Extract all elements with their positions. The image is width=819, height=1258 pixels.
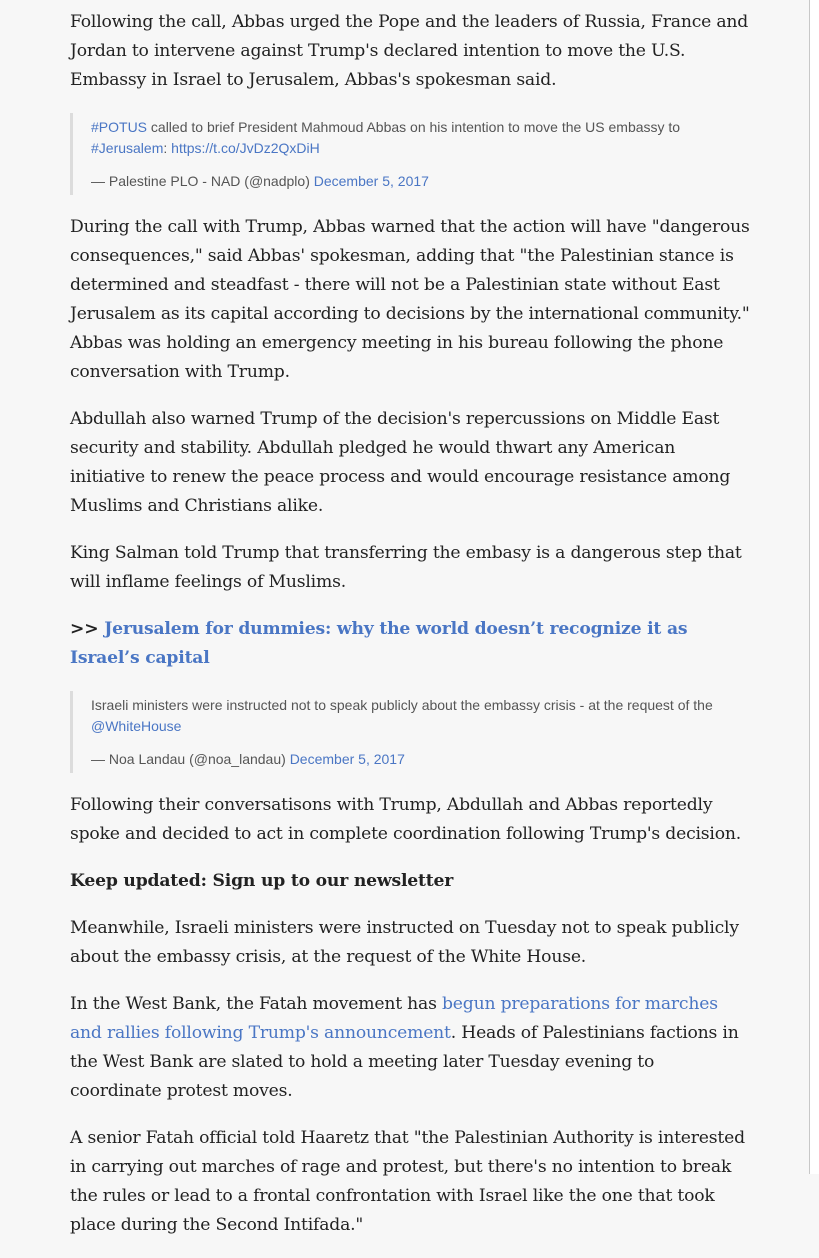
inline-article-link[interactable]: begun preparations for marches and rallies following Trump's announcement [70, 994, 718, 1043]
paragraph-text: In the West Bank, the Fatah movement has [70, 994, 442, 1014]
paragraph: Following their conversatisons with Trump, Abdullah and Abbas reportedly spoke and decided to act in complete coordination following Trump's decision. [70, 795, 742, 844]
mention-link[interactable]: @WhiteHouse [91, 718, 182, 734]
tweet-text [91, 695, 750, 737]
related-prefix: >> [70, 619, 105, 639]
embedded-tweet [70, 691, 750, 773]
tweet-text-segment: called to brief President Mahmoud Abbas on his intention to move the US embassy to [147, 119, 681, 135]
scrollbar-track[interactable] [810, 0, 819, 1174]
tweet-author: — Noa Landau (@noa_landau) [91, 751, 290, 767]
tweet-attribution [91, 749, 750, 769]
tweet-attribution [91, 171, 750, 191]
paragraph [70, 990, 750, 1106]
tweet-url-link[interactable]: https://t.co/JvDz2QxDiH [171, 140, 320, 156]
tweet-text-segment: Israeli ministers were instructed not to speak publicly about the embassy crisis - at the request of the [91, 697, 713, 713]
paragraph-text: . Heads of Palestinians factions in the West Bank are slated to hold a meeting later Tuesday evening to coordinate protest moves. [70, 1023, 739, 1101]
article-body [70, 8, 750, 1258]
paragraph: Following the call, Abbas urged the Pope and the leaders of Russia, France and Jordan to intervene against Trump's declared intention to move the U.S. Embassy in Israel to Jerusalem, Abbas's spokesman said. [70, 12, 749, 90]
hashtag-link[interactable]: #POTUS [91, 119, 148, 135]
newsletter-heading[interactable]: Keep updated: Sign up to our newsletter [70, 871, 454, 891]
tweet-text [91, 117, 750, 159]
paragraph: A senior Fatah official told Haaretz that "the Palestinian Authority is interested in carrying out marches of rage and protest, but there's no intention to break the rules or lead to a frontal confrontation with Israel like the one that took place during the Second Intifada." [70, 1128, 745, 1235]
hashtag-link[interactable]: #Jerusalem [91, 140, 164, 156]
related-article-link[interactable]: Jerusalem for dummies: why the world doesn’t recognize it as Israel’s capital [70, 619, 688, 668]
tweet-date-link[interactable]: December 5, 2017 [313, 173, 429, 189]
embedded-tweet [70, 113, 750, 195]
tweet-text-segment: : [163, 140, 172, 156]
paragraph: Meanwhile, Israeli ministers were instructed on Tuesday not to speak publicly about the embassy crisis, at the request of the White House. [70, 918, 739, 967]
tweet-date-link[interactable]: December 5, 2017 [289, 751, 405, 767]
paragraph: Abdullah also warned Trump of the decision's repercussions on Middle East security and stability. Abdullah pledged he would thwart any American initiative to renew the peace process and would encourage resistance among Muslims and Christians alike. [70, 409, 731, 516]
related-article [70, 615, 750, 673]
paragraph: King Salman told Trump that transferring the embasy is a dangerous step that will inflame feelings of Muslims. [70, 543, 742, 592]
tweet-author: — Palestine PLO - NAD (@nadplo) [91, 173, 314, 189]
paragraph: During the call with Trump, Abbas warned that the action will have "dangerous consequences," said Abbas' spokesman, adding that "the Palestinian stance is determined and steadfast - there will not be a Palestinian state without East Jerusalem as its capital according to decisions by the international community." Abbas was holding an emergency meeting in his bureau following the phone conversation with Trump. [70, 217, 750, 382]
